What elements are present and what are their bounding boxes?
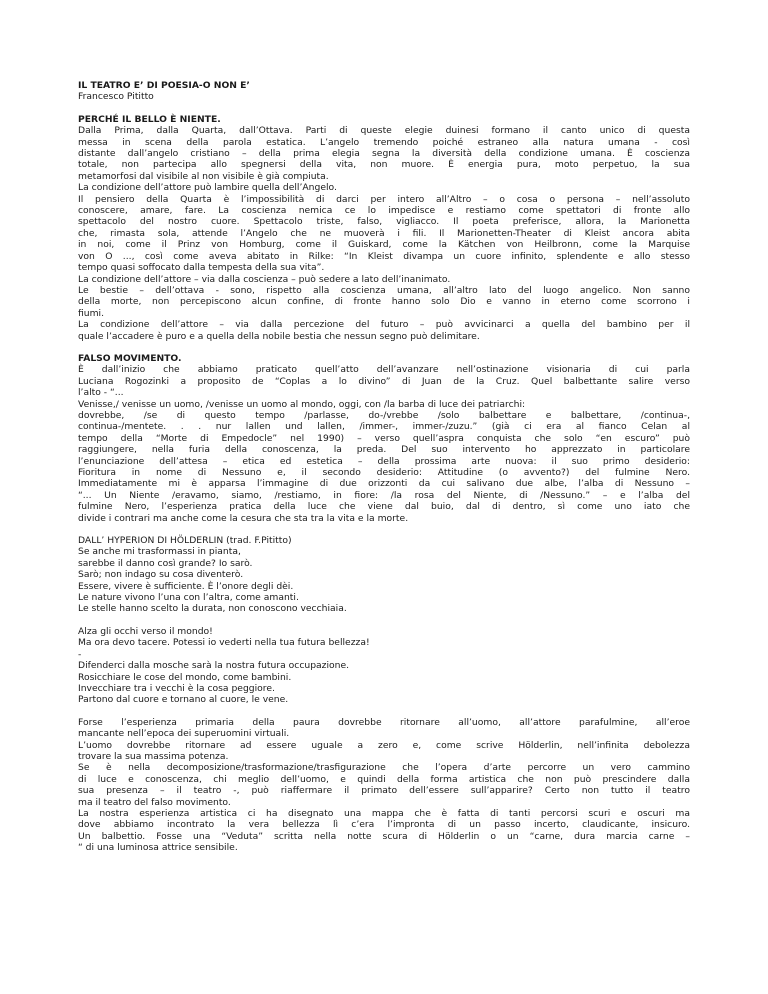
poem-line: Rosicchiare le cose del mondo, come bambini. [78, 671, 292, 683]
text-line: in noi, come il Prinz von Homburg, come il Guiskard, come la Kätchen von Heilbronn, come la Marquise [78, 239, 690, 251]
text-line: Dalla Prima, dalla Quarta, dall’Ottava. Parti di queste elegie duinesi formano il canto unico di questa [78, 125, 690, 137]
text-line: Fioritura in nome di Nessuno e, il secondo desiderio: Attitudine (o avvento?) del fulmine Nero. [78, 467, 690, 478]
poem-line: Difenderci dalla mosche sarà la nostra futura occupazione. [78, 660, 350, 672]
text-line: messa in scena della parola estatica. L’angelo tremendo poiché estraneo alla natura umana - così [78, 136, 690, 148]
section-heading: FALSO MOVIMENTO. [78, 352, 182, 364]
text-line: fulmine Nero, l’esperienza pratica della luce che viene dal buio, dal di dentro, sì come uno iato che [78, 501, 690, 513]
section-heading: PERCHÉ IL BELLO È NIENTE. [78, 113, 221, 125]
text-line: “... Un Niente /eravamo, siamo, /restiamo, in fiore: /la rosa del Niente, di /Nessuno.” – e l’alba del [78, 489, 690, 501]
poem-heading: DALL’ HYPERION DI HÖLDERLIN (trad. F.Pititto) [78, 535, 292, 547]
text-line: fiumi. [78, 307, 105, 319]
text-line: continua-/mentete. . . nur lallen und lallen, /immer-, immer-/zuzu.” (già ci era al fianco Celan al [78, 421, 690, 433]
section-perche-il-bello [78, 114, 690, 342]
text-line: metamorfosi dal visibile al non visibile è già compiuta. [78, 170, 329, 182]
author-name: Francesco Pititto [78, 91, 154, 103]
text-line: divide i contrari ma anche come la cesura che sta tra la vita e la morte. [78, 512, 409, 524]
text-line: dove abbiamo incontrato la vera bellezza lì c’era l’impronta di un passo incerto, claudicante, insicuro. [78, 819, 690, 831]
text-line: spettacolo del nostro cuore. Spettacolo triste, falso, vigliacco. Il poeta preferisce, allora, la Marionetta [78, 216, 690, 228]
text-line: ma il teatro del falso movimento. [78, 796, 231, 808]
text-line: dovrebbe, /se di questo tempo /parlasse, do-/vrebbe /solo balbettare e balbettare, /continua-, [78, 409, 690, 421]
poem-line: Le stelle hanno scelto la durata, non conoscono vecchiaia. [78, 603, 347, 615]
text-line: Le bestie – dell’ottava - sono, rispetto alla coscienza umana, all’altro lato del luogo angelico. Non sanno [78, 284, 690, 296]
text-line: conoscere, amare, fare. La coscienza nemica ce lo impedisce e restiamo come spettatori di fronte allo [78, 205, 690, 217]
poem-line: sarebbe il danno così grande? Io sarò. [78, 557, 253, 569]
text-line: La condizione dell’attore – via dalla percezione del futuro – può avvicinarci a quella del bambino per il [78, 319, 690, 331]
closing-section [78, 717, 690, 854]
text-line: mancante nell’epoca dei superuomini virtuali. [78, 728, 290, 740]
section-body [78, 125, 690, 342]
text-line: Un balbettio. Fosse una “Veduta” scritta nella notte scura di Hölderlin o un “carne, dura marcia carne – [78, 830, 690, 842]
text-line: Luciana Rogozinki a proposito de “Coplas a lo divino” di Juan de la Cruz. Quel balbettante salire verso [78, 375, 690, 387]
poem-line: Alza gli occhi verso il mondo! [78, 625, 213, 637]
poem-stanza [78, 546, 690, 614]
text-line: della morte, non percepiscono alcun confine, di fronte hanno solo Dio e vanno in eterno come scorrono i [78, 296, 690, 308]
text-line: La nostra esperienza artistica ci ha disegnato una mappa che è fatta di tanti percorsi scuri e oscuri ma [78, 807, 690, 819]
poem-stanza [78, 626, 690, 706]
text-line: raggiungere, nella furia della conoscenza, la preda. Del suo intervento ho apprezzato in particolare [78, 444, 690, 456]
text-line: Immediatamente mi è apparsa l’immagine di due orizzonti da cui salivano due albe, l’alba di Nessuno – [78, 478, 690, 490]
text-line: Venisse,/ venisse un uomo, /venisse un uomo al mondo, oggi, con /la barba di luce dei patriarchi: [78, 398, 526, 410]
section-body [78, 364, 690, 524]
text-line: quale l’accadere è puro e a quella della nobile bestia che nessun segno può delimitare. [78, 330, 480, 342]
poem-line: Invecchiare tra i vecchi è la cosa peggiore. [78, 682, 275, 694]
text-line: “ di una luminosa attrice sensibile. [78, 842, 238, 854]
section-body [78, 717, 690, 854]
text-line: La condizione dell’attore – via dalla coscienza – può sedere a lato dell’inanimato. [78, 273, 451, 285]
poem-line: - [78, 648, 82, 660]
poem-line: Ma ora devo tacere. Potessi io vederti nella tua futura bellezza! [78, 637, 370, 649]
poem-line: Sarò; non indago su cosa diventerò. [78, 569, 244, 581]
text-line: distante dall’angelo cristiano – della prima elegia segna la diversità della condizione umana. È coscienza [78, 148, 690, 160]
text-line: Il pensiero della Quarta è l’impossibilità di darci per intero all’Altro – o cosa o persona – nell’assoluto [78, 193, 690, 205]
text-line: trovare la sua massima potenza. [78, 750, 229, 762]
text-line: von O ..., così come aveva abitato in Rilke: “In Kleist divampa un cuore infinito, splendente e allo stesso [78, 250, 690, 262]
document-page [78, 80, 690, 854]
text-line: l’alto - “... [78, 387, 124, 399]
text-line: È dall’inizio che abbiamo praticato quell’atto dell’avanzare nell’ostinazione visionaria di cui parla [78, 364, 690, 376]
poem-block [78, 535, 690, 706]
text-line: tempo quasi soffocato dalla tempesta della sua vita”. [78, 262, 325, 274]
section-falso-movimento [78, 353, 690, 524]
text-line: tempo della “Morte di Empedocle” nel 1990) – verso quell’aspra conquista che solo “en escuro” può [78, 432, 690, 444]
text-line: La condizione dell’attore può lambire quella dell’Angelo. [78, 182, 337, 194]
document-title: IL TEATRO E’ DI POESIA-O NON E’ [78, 80, 250, 91]
poem-line: Se anche mi trasformassi in pianta, [78, 546, 241, 558]
poem-line: Le nature vivono l’una con l’altra, come amanti. [78, 592, 299, 604]
text-line: L’uomo dovrebbe ritornare ad essere uguale a zero e, come scrive Hölderlin, nell’infinita debolezza [78, 739, 690, 751]
poem-line: Essere, vivere è sufficiente. È l’onore degli dèi. [78, 580, 294, 592]
poem-line: Partono dal cuore e tornano al cuore, le vene. [78, 694, 289, 706]
text-line: l’enunciazione dell’attesa – etica ed estetica – della prossima arte nuova: il suo primo desiderio: [78, 455, 690, 467]
text-line: di luce e conoscenza, chi meglio dell’uomo, e quindi della forma artistica che non può prescindere dalla [78, 773, 690, 785]
text-line: sua presenza – il teatro -, può riaffermare il primato dell’essere sull’apparire? Certo non tutto il teatro [78, 785, 690, 797]
text-line: che, rimasta sola, attende l’Angelo che ne muoverà i fili. Il Marionetten-Theater di Kleist ancora abita [78, 227, 690, 239]
text-line: totale, non partecipa allo spegnersi della vita, non muore. È energia pura, moto perpetuo, la sua [78, 159, 690, 171]
text-line: Forse l’esperienza primaria della paura dovrebbe ritornare all’uomo, all’attore parafulmine, all’eroe [78, 716, 690, 728]
text-line: Se è nella decomposizione/trasformazione/trasfigurazione che l’opera d’arte percorre un vero cammino [78, 762, 690, 774]
